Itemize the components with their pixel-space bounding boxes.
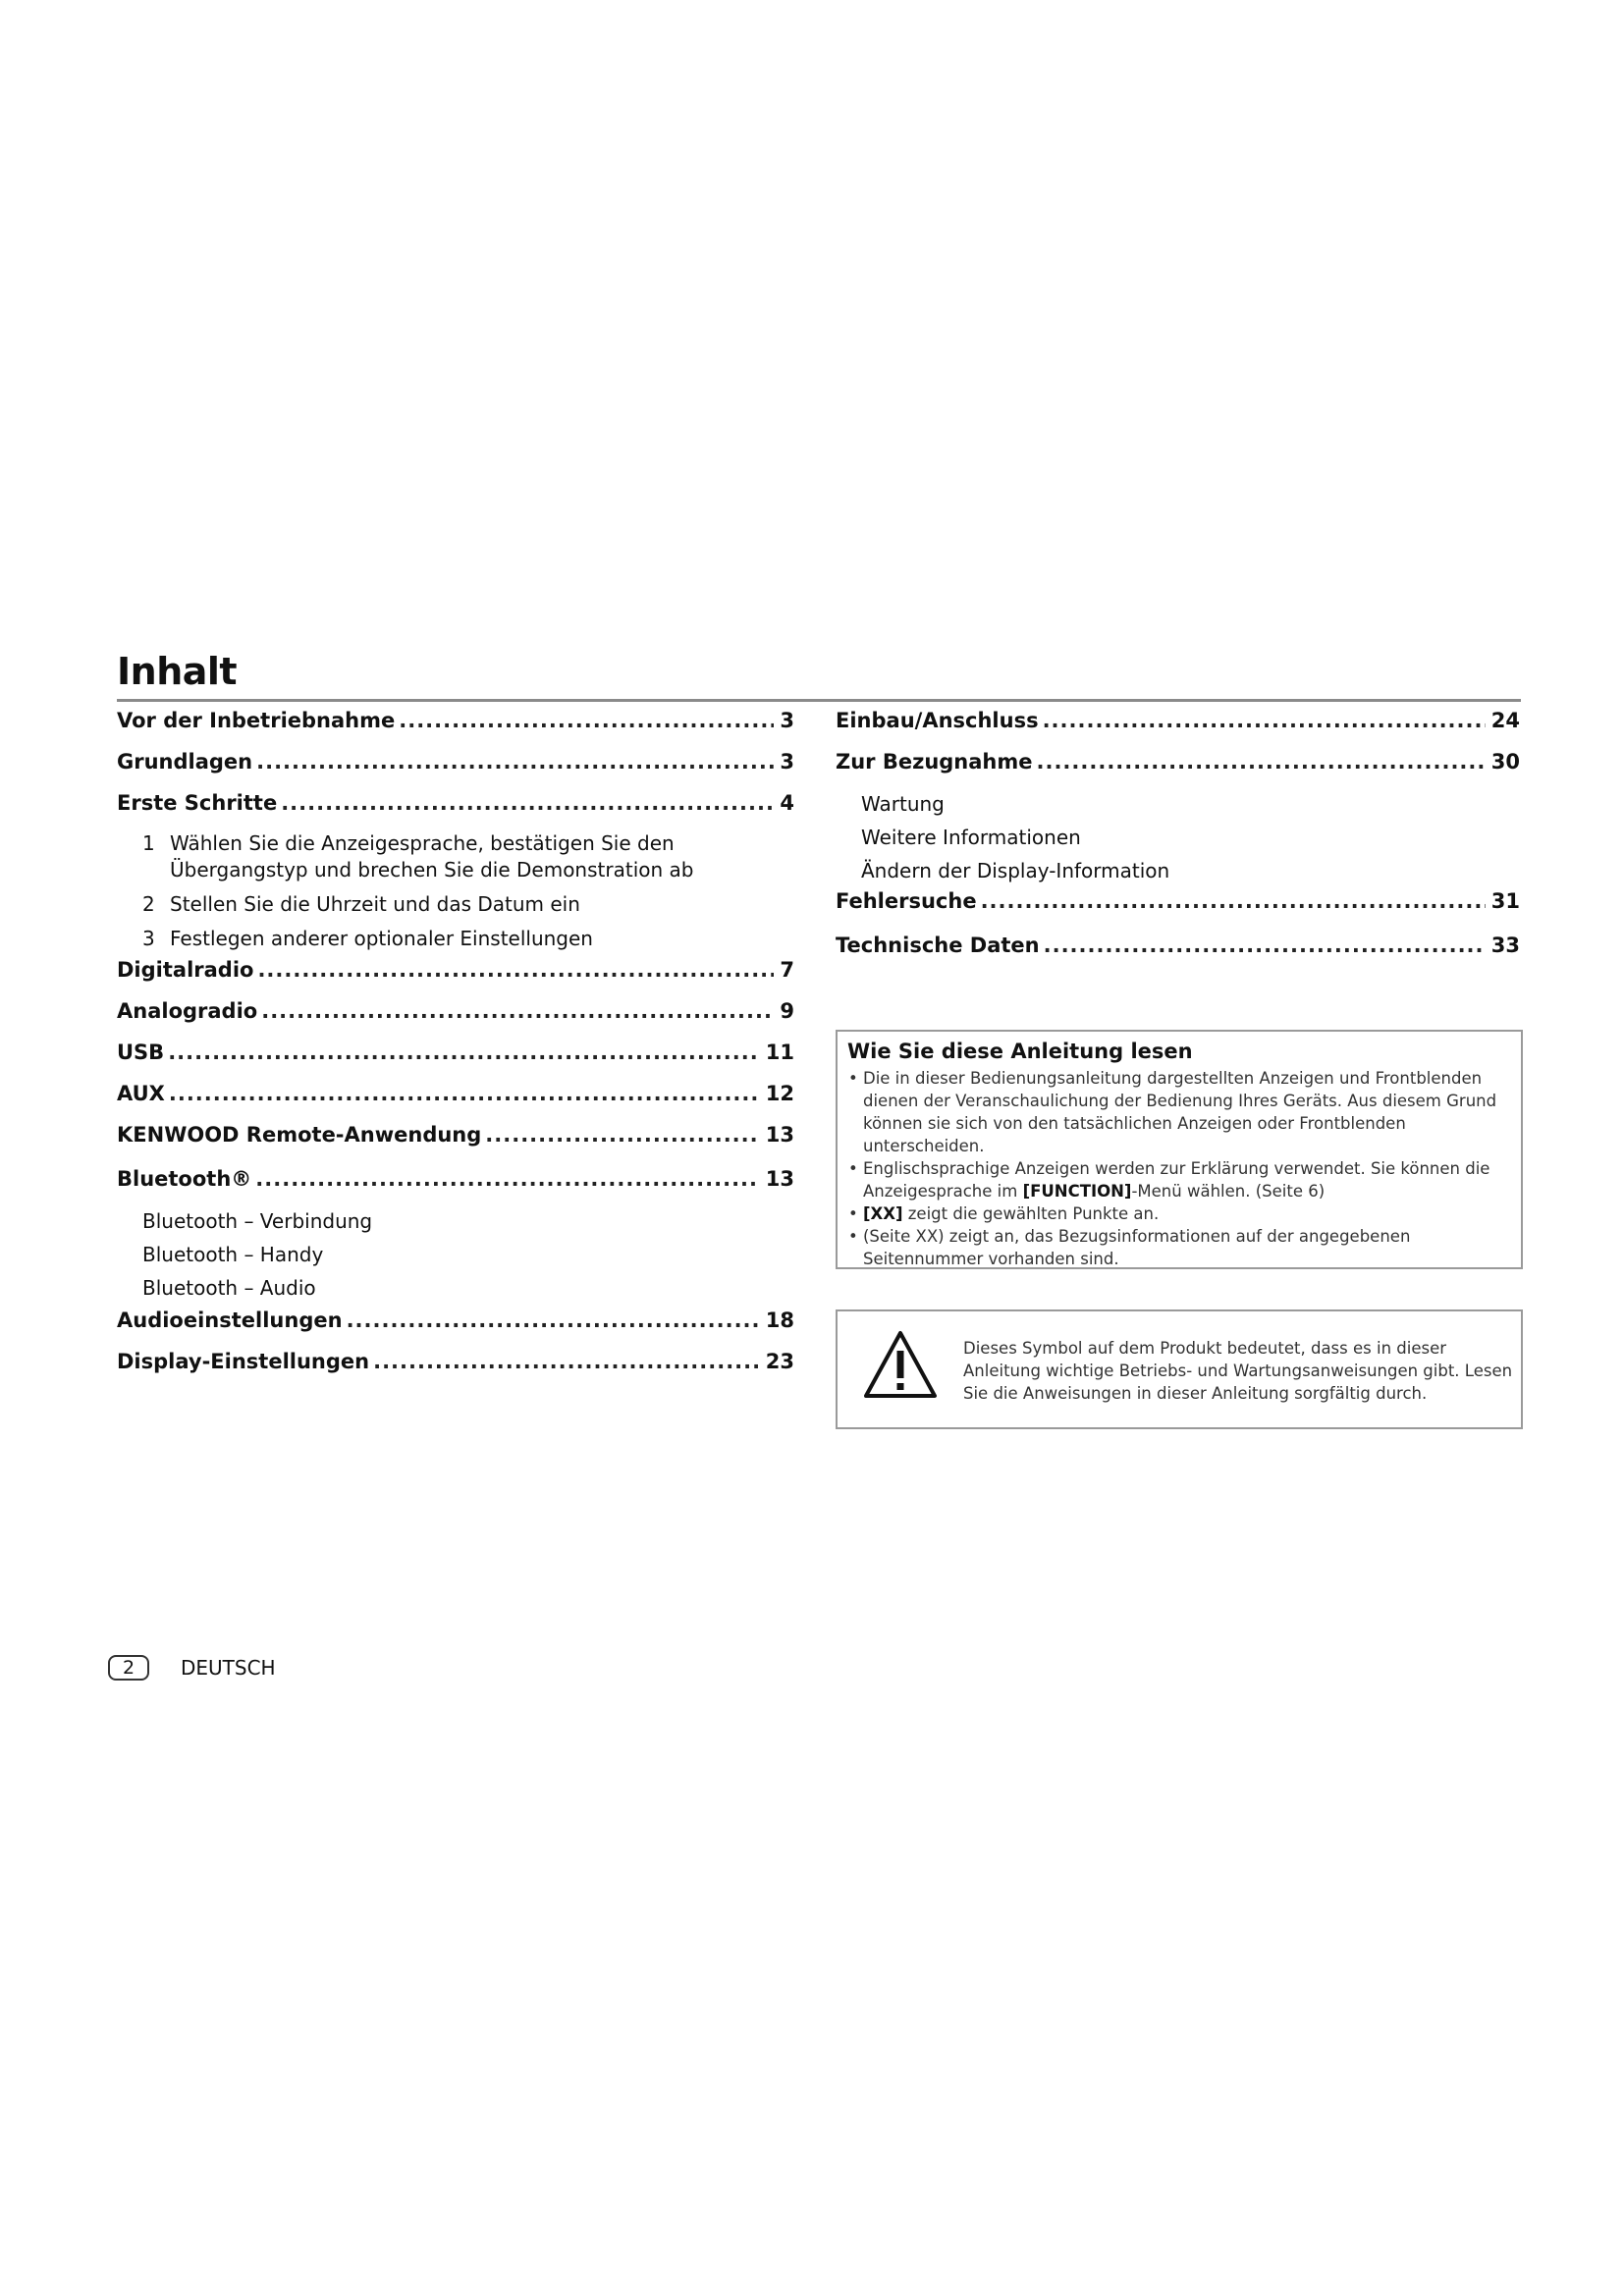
toc-entry-page: 3 <box>780 750 794 774</box>
toc-entry-digitalradio[interactable] <box>117 958 794 986</box>
list-item <box>847 1225 1511 1270</box>
item-text-post: -Menü wählen. (Seite 6) <box>1131 1182 1326 1201</box>
toc-leader-dots <box>255 1167 759 1191</box>
toc-entry-label: Fehlersuche <box>836 889 977 913</box>
toc-leader-dots <box>485 1123 759 1147</box>
toc-left-column <box>117 709 794 1377</box>
toc-sub-weitere-informationen[interactable]: Weitere Informationen <box>861 826 1081 849</box>
list-item <box>847 1067 1511 1157</box>
step-text: Wählen Sie die Anzeigesprache, bestätigen Sie den Übergangstyp und brechen Sie die Demonstration ab <box>170 831 694 881</box>
step-text: Stellen Sie die Uhrzeit und das Datum ein <box>170 892 580 916</box>
toc-leader-dots <box>261 999 774 1023</box>
item-text-post: zeigt die gewählten Punkte an. <box>902 1204 1160 1223</box>
toc-leader-dots <box>347 1308 760 1332</box>
step-number: 3 <box>142 927 155 950</box>
bullet-icon: • <box>848 1227 858 1246</box>
toc-entry-einbau-anschluss[interactable] <box>836 709 1520 736</box>
step-item[interactable] <box>142 891 771 918</box>
toc-entry-page: 3 <box>780 709 794 732</box>
step-number: 1 <box>142 831 155 855</box>
toc-leader-dots <box>281 791 774 815</box>
bullet-icon: • <box>848 1204 858 1223</box>
toc-sub-bluetooth-handy[interactable]: Bluetooth – Handy <box>142 1243 324 1266</box>
toc-entry-page: 33 <box>1490 934 1520 957</box>
toc-entry-label: Zur Bezugnahme <box>836 750 1033 774</box>
warning-text: Dieses Symbol auf dem Produkt bedeutet, dass es in dieser Anleitung wichtige Betriebs- und Wartungsanweisungen gibt. Lesen Sie die Anweisungen in dieser Anleitung sorgfältig durch. <box>963 1339 1513 1403</box>
toc-entry-page: 18 <box>765 1308 794 1332</box>
toc-entry-label: Technische Daten <box>836 934 1040 957</box>
erste-schritte-steps <box>142 830 771 952</box>
toc-entry-usb[interactable] <box>117 1041 794 1068</box>
toc-entry-grundlagen[interactable] <box>117 750 794 777</box>
bullet-icon: • <box>848 1159 858 1178</box>
page-title: Inhalt <box>117 650 238 693</box>
toc-leader-dots <box>981 889 1486 913</box>
toc-leader-dots <box>1037 750 1486 774</box>
toc-entry-display-einstellungen[interactable] <box>117 1350 794 1377</box>
toc-entry-page: 4 <box>780 791 794 815</box>
toc-entry-page: 31 <box>1490 889 1520 913</box>
bluetooth-subsections <box>142 1204 794 1305</box>
how-to-read-title: Wie Sie diese Anleitung lesen <box>847 1040 1193 1063</box>
toc-entry-kenwood-remote[interactable] <box>117 1123 794 1150</box>
toc-entry-page: 30 <box>1490 750 1520 774</box>
toc-entry-page: 23 <box>765 1350 794 1373</box>
step-text: Festlegen anderer optionaler Einstellungen <box>170 927 593 950</box>
toc-entry-label: Analogradio <box>117 999 258 1023</box>
step-item[interactable] <box>142 830 771 883</box>
page-number-badge: 2 <box>108 1655 149 1681</box>
toc-leader-dots <box>256 750 774 774</box>
toc-leader-dots <box>399 709 774 732</box>
how-to-read-box <box>836 1030 1523 1269</box>
item-text: (Seite XX) zeigt an, das Bezugsinformationen auf der angegebenen Seitennummer vorhanden sind. <box>863 1227 1411 1268</box>
page-footer <box>108 1655 276 1681</box>
toc-entry-label: Vor der Inbetriebnahme <box>117 709 396 732</box>
toc-entry-label: Grundlagen <box>117 750 253 774</box>
toc-entry-label: Display-Einstellungen <box>117 1350 370 1373</box>
toc-entry-technische-daten[interactable] <box>836 934 1520 961</box>
toc-entry-label: Erste Schritte <box>117 791 278 815</box>
toc-entry-page: 9 <box>780 999 794 1023</box>
toc-leader-dots <box>169 1082 760 1105</box>
toc-entry-page: 13 <box>765 1167 794 1191</box>
toc-entry-zur-bezugnahme[interactable] <box>836 750 1520 777</box>
item-text-pre: Englischsprachige Anzeigen werden zur Erklärung verwendet. Sie können die Anzeigesprache im <box>863 1159 1490 1201</box>
toc-sub-bluetooth-verbindung[interactable]: Bluetooth – Verbindung <box>142 1209 373 1233</box>
toc-right-column <box>836 709 1520 961</box>
toc-leader-dots <box>373 1350 760 1373</box>
toc-sub-bluetooth-audio[interactable]: Bluetooth – Audio <box>142 1276 316 1300</box>
toc-entry-label: Audioeinstellungen <box>117 1308 343 1332</box>
item-text: Die in dieser Bedienungsanleitung dargestellten Anzeigen und Frontblenden dienen der Veranschaulichung der Bedienung Ihres Geräts. Aus diesem Grund können sie sich von den tatsächlichen Anzeigen oder Frontblenden unterscheiden. <box>863 1069 1497 1155</box>
toc-leader-dots <box>1043 709 1486 732</box>
toc-entry-audioeinstellungen[interactable] <box>117 1308 794 1336</box>
toc-entry-page: 7 <box>780 958 794 982</box>
warning-triangle-icon <box>863 1329 938 1400</box>
toc-entry-page: 24 <box>1490 709 1520 732</box>
title-divider <box>117 699 1521 702</box>
language-label: DEUTSCH <box>181 1656 276 1680</box>
toc-entry-erste-schritte[interactable] <box>117 791 794 819</box>
function-tag: [FUNCTION] <box>1022 1182 1132 1201</box>
toc-entry-label: USB <box>117 1041 165 1064</box>
toc-leader-dots <box>168 1041 760 1064</box>
list-item <box>847 1157 1511 1202</box>
toc-entry-label: Bluetooth® <box>117 1167 252 1191</box>
toc-leader-dots <box>257 958 774 982</box>
toc-entry-page: 13 <box>765 1123 794 1147</box>
bullet-icon: • <box>848 1069 858 1088</box>
toc-entry-label: Digitalradio <box>117 958 254 982</box>
step-item[interactable] <box>142 926 771 952</box>
list-item <box>847 1202 1511 1225</box>
toc-leader-dots <box>1044 934 1486 957</box>
toc-entry-bluetooth[interactable] <box>117 1167 794 1195</box>
toc-entry-label: KENWOOD Remote-Anwendung <box>117 1123 482 1147</box>
toc-entry-analogradio[interactable] <box>117 999 794 1027</box>
toc-sub-wartung[interactable]: Wartung <box>861 792 945 816</box>
toc-entry-aux[interactable] <box>117 1082 794 1109</box>
bezugnahme-subsections <box>861 787 1520 887</box>
how-to-read-list <box>847 1067 1511 1270</box>
toc-entry-label: AUX <box>117 1082 165 1105</box>
toc-entry-label: Einbau/Anschluss <box>836 709 1039 732</box>
toc-entry-page: 11 <box>765 1041 794 1064</box>
toc-entry-vor-der-inbetriebnahme[interactable] <box>117 709 794 736</box>
warning-box <box>836 1309 1523 1429</box>
step-number: 2 <box>142 892 155 916</box>
xx-tag: [XX] <box>863 1204 903 1223</box>
toc-sub-display-information[interactable]: Ändern der Display-Information <box>861 859 1170 882</box>
toc-entry-fehlersuche[interactable] <box>836 889 1520 917</box>
toc-entry-page: 12 <box>765 1082 794 1105</box>
